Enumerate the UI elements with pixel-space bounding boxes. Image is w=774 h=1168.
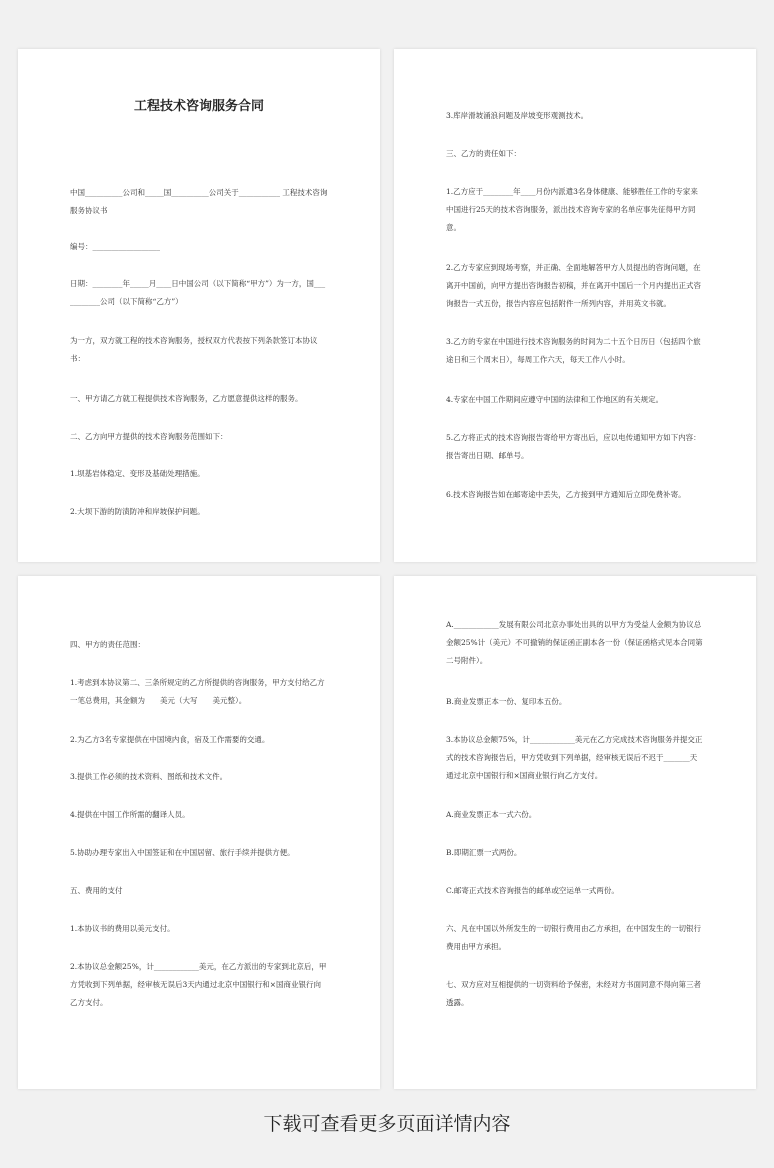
paragraph: B.商业发票正本一份、复印本五份。: [446, 697, 567, 706]
paragraph: 编号：__________________: [70, 242, 160, 251]
paragraph: B.即期汇票一式两份。: [446, 848, 522, 857]
paragraph: 六、凡在中国以外所发生的一切银行费用由乙方承担，在中国发生的一切银行费用由甲方承担。: [446, 924, 701, 951]
paragraph: 5.乙方将正式的技术咨询报告寄给甲方寄出后，应以电传通知甲方如下内容：报告寄出日期、邮单号。: [446, 433, 701, 460]
paragraph: 三、乙方的责任如下：: [446, 149, 521, 158]
paragraph: 3.本协议总金额75%，计____________美元在乙方完成技术咨询服务并提交正式的技术咨询报告后，甲方凭收到下列单据，经审核无误后不迟于_______天通过北京中国银行和×国商业银行向乙方支付。: [446, 735, 703, 780]
paragraph: 5.协助办理专家出入中国签证和在中国居留、旅行手续并提供方便。: [70, 848, 295, 857]
paragraph: 2.为乙方3名专家提供在中国境内食，宿及工作需要的交通。: [70, 735, 270, 744]
download-more-caption: 下载可查看更多页面详情内容: [263, 1113, 511, 1135]
paragraph: C.邮寄正式技术咨询报告的邮单或空运单一式两份。: [446, 886, 619, 895]
paragraph: 3.提供工作必须的技术资料、图纸和技术文件。: [70, 772, 228, 781]
paragraph: 七、双方应对互相提供的一切资料给予保密，未经对方书面同意不得向第三者透露。: [446, 980, 701, 1007]
paragraph: 1.考虑到本协议第二、三条所规定的乙方所提供的咨询服务，甲方支付给乙方一笔总费用，其金额为 美元（大写 美元整）。: [70, 678, 325, 705]
paragraph: A.商业发票正本一式六份。: [446, 810, 537, 819]
paragraph: 四、甲方的责任范围：: [70, 640, 145, 649]
paragraph: 一、甲方请乙方就工程提供技术咨询服务，乙方愿意提供这样的服务。: [70, 394, 303, 403]
document-page-3: [18, 576, 380, 1089]
paragraph: 日期：________年_____月____日中国公司（以下简称“甲方”）为一方，国___________公司（以下简称“乙方”）: [70, 279, 326, 306]
paragraph: 2.本协议总金额25%，计____________美元，在乙方派出的专家到北京后，甲方凭收到下列单据，经审核无误后3天内通过北京中国银行和×国商业银行向乙方支付。: [70, 962, 327, 1007]
paragraph: 二、乙方向甲方提供的技术咨询服务范围如下：: [70, 432, 228, 441]
document-page-2: [394, 49, 756, 562]
paragraph: 4.专家在中国工作期间应遵守中国的法律和工作地区的有关规定。: [446, 395, 664, 404]
paragraph: 1.乙方应于________年____月份内派遣3名身体健康、能够胜任工作的专家来中国进行25天的技术咨询服务，派出技术咨询专家的名单应事先征得甲方同意。: [446, 187, 698, 232]
paragraph: 2.大坝下游的防渍防冲和岸坡保护问题。: [70, 507, 205, 516]
paragraph: 6.技术咨询报告如在邮寄途中丢失，乙方接到甲方通知后立即免费补寄。: [446, 490, 686, 499]
paragraph: 2.乙方专家应到现场考察，并正确、全面地解答甲方人员提出的咨询问题，在离开中国前，向甲方提出咨询报告初稿，并在离开中国后一个月内提出正式咨询报告一式五份，报告内容应包括附件一所列内容，并用英文书就。: [446, 263, 701, 308]
paragraph: 五、费用的支付: [70, 886, 123, 895]
paragraph: 3.库岸滑坡涌浪问题及岸坡变形观测技术。: [446, 111, 589, 120]
paragraph: 中国__________公司和_____国__________公司关于___________ 工程技术咨询服务协议书: [70, 188, 328, 215]
paragraph: 1.本协议书的费用以美元支付。: [70, 924, 175, 933]
paragraph: 为一方，双方就工程的技术咨询服务，授权双方代表按下列条款签订本协议书：: [70, 336, 318, 363]
document-page-1: [18, 49, 380, 562]
paragraph: 1.坝基岩体稳定、变形及基础处理措施。: [70, 469, 205, 478]
paragraph: 4.提供在中国工作所需的翻译人员。: [70, 810, 190, 819]
paragraph: 3.乙方的专家在中国进行技术咨询服务的时间为二十五个日历日（包括四个旅途日和三个周末日），每周工作六天，每天工作八小时。: [446, 337, 701, 364]
paragraph: A.____________发展有限公司北京办事处出具的以甲方为受益人金额为协议总金额25%计（美元）不可撤销的保证函正副本各一份（保证函格式见本合同第二号附件）。: [446, 620, 703, 665]
document-title: 工程技术咨询服务合同: [133, 99, 264, 114]
document-page-4: [394, 576, 756, 1089]
